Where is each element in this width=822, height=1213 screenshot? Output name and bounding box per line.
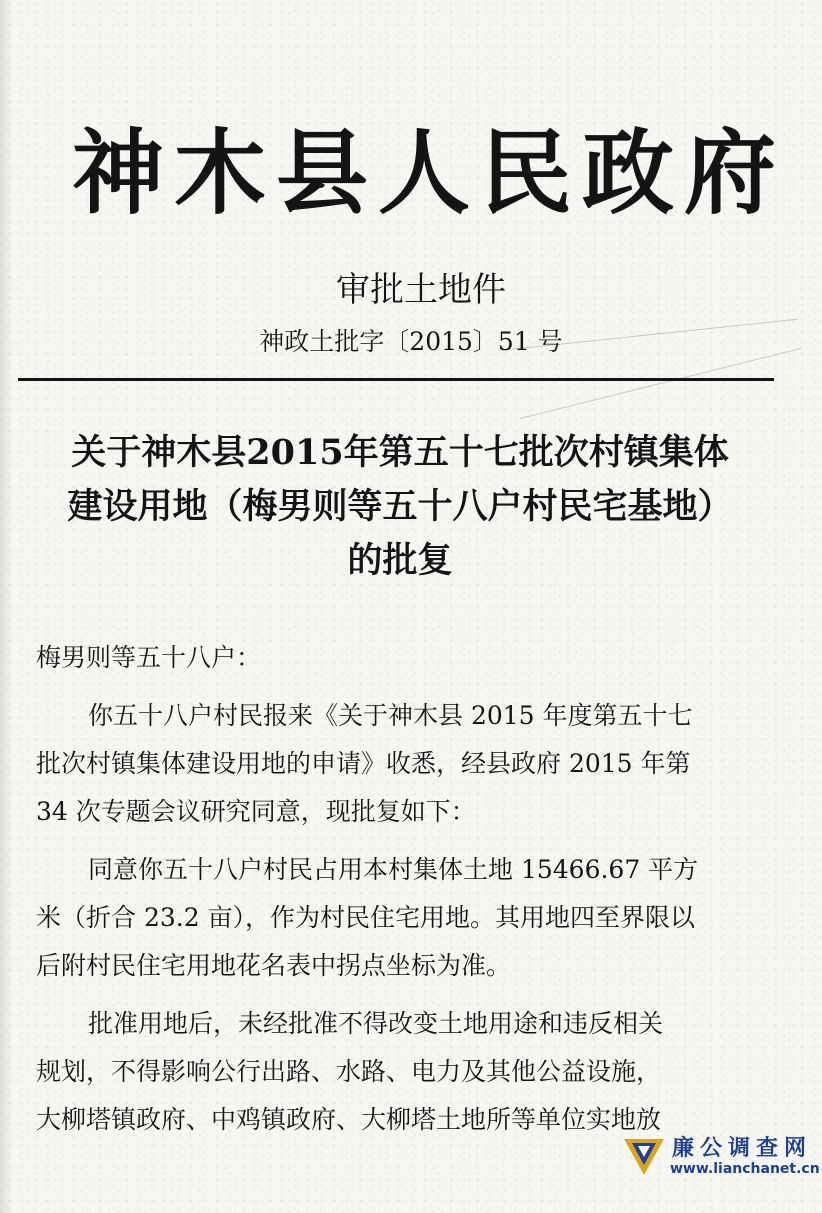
document-title <box>30 426 770 588</box>
paragraph-3-line-2: 规划，不得影响公行出路、水路、电力及其他公益设施， <box>36 1057 662 1086</box>
watermark-url: www.lianchanet.cn <box>670 1161 820 1177</box>
scan-shadow <box>0 0 12 1213</box>
paragraph-3-line-3: 大柳塔镇政府、中鸡镇政府、大柳塔土地所等单位实地放 <box>36 1105 662 1134</box>
salutation: 梅男则等五十八户： <box>36 643 262 672</box>
paragraph-2-line-1: 同意你五十八户村民占用本村集体土地 15466.67 平方 <box>88 855 699 884</box>
paragraph-2-line-3: 后附村民住宅用地花名表中拐点坐标为准。 <box>36 951 512 980</box>
paragraph-3-line-1: 批准用地后，未经批准不得改变土地用途和违反相关 <box>88 1009 664 1038</box>
paragraph-2-line-2: 米（折合 23.2 亩），作为村民住宅用地。其用地四至界限以 <box>36 903 696 932</box>
title-line: 的批复 <box>347 540 453 581</box>
agency-title: 神木县人民政府 <box>72 119 787 227</box>
paragraph-1-line-2: 批次村镇集体建设用地的申请》收悉，经县政府 2015 年第 <box>36 749 691 778</box>
document-type: 审批土地件 <box>336 270 506 310</box>
watermark-name: 廉公调查网 <box>672 1136 813 1161</box>
header-divider <box>18 378 774 381</box>
document-body <box>36 634 756 1144</box>
shield-logo-icon <box>622 1135 666 1179</box>
document-number: 神政土批字〔2015〕51 号 <box>259 327 563 356</box>
title-line: 建设用地（梅男则等五十八户村民宅基地） <box>67 486 733 527</box>
paragraph-1-line-3: 34 次专题会议研究同意，现批复如下： <box>36 797 476 826</box>
paragraph-1-line-1: 你五十八户村民报来《关于神木县 2015 年度第五十七 <box>88 701 693 730</box>
title-line: 关于神木县2015年第五十七批次村镇集体 <box>71 432 729 473</box>
site-watermark <box>622 1129 822 1193</box>
